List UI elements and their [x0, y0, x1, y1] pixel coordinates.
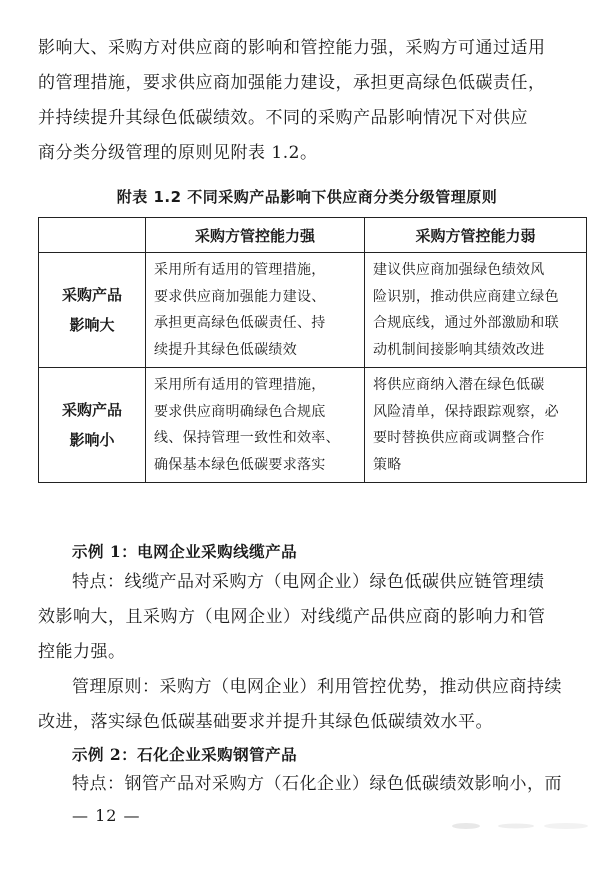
example-1-features-line: 控能力强。 — [38, 642, 126, 662]
table-header-weak: 采购方管控能力弱 — [365, 218, 587, 253]
row-label: 采购产品 影响小 — [39, 368, 146, 483]
example-1-principle-line: 改进，落实绿色低碳基础要求并提升其绿色低碳绩效水平。 — [38, 712, 493, 732]
table-row — [39, 368, 587, 483]
table-caption: 附表 1.2 不同采购产品影响下供应商分类分级管理原则 — [116, 188, 498, 206]
example-2-body — [38, 767, 586, 802]
table-cell-strong: 采用所有适用的管理措施， 要求供应商加强能力建设、 承担更高绿色低碳责任、持 续提升其绿色低碳绩效 — [146, 253, 365, 368]
table-row — [39, 253, 587, 368]
intro-paragraph — [38, 31, 586, 171]
example-1-principle-line: 管理原则：采购方（电网企业）利用管控优势，推动供应商持续 — [72, 677, 562, 697]
example-1-features-line: 效影响大，且采购方（电网企业）对线缆产品供应商的影响力和管 — [38, 607, 546, 627]
page-number: — 12 — — [72, 806, 141, 825]
classification-table — [38, 217, 587, 483]
intro-line: 的管理措施，要求供应商加强能力建设，承担更高绿色低碳责任， — [38, 73, 546, 93]
row-label: 采购产品 影响大 — [39, 253, 146, 368]
intro-line: 并持续提升其绿色低碳绩效。不同的采购产品影响情况下对供应 — [38, 108, 528, 128]
example-1-features-line: 特点：线缆产品对采购方（电网企业）绿色低碳供应链管理绩 — [72, 572, 545, 592]
example-2-features-line: 特点：钢管产品对采购方（石化企业）绿色低碳绩效影响小，而 — [72, 774, 562, 794]
table-header-strong: 采购方管控能力强 — [146, 218, 365, 253]
table-header-empty — [39, 218, 146, 253]
intro-line: 影响大、采购方对供应商的影响和管控能力强，采购方可通过适用 — [38, 38, 546, 58]
table-header-row — [39, 218, 587, 253]
intro-line: 商分类分级管理的原则见附表 1.2。 — [38, 143, 318, 163]
table-cell-weak: 建议供应商加强绿色绩效风 险识别，推动供应商建立绿色 合规底线，通过外部激励和联 动机制间接影响其绩效改进 — [365, 253, 587, 368]
example-2-title: 示例 2：石化企业采购钢管产品 — [72, 745, 298, 764]
table-cell-strong: 采用所有适用的管理措施， 要求供应商明确绿色合规底 线、保持管理一致性和效率、 确保基本绿色低碳要求落实 — [146, 368, 365, 483]
example-1-title: 示例 1：电网企业采购线缆产品 — [72, 542, 298, 561]
example-1-body — [38, 565, 586, 740]
scan-smudge-decoration — [446, 818, 596, 834]
table-cell-weak: 将供应商纳入潜在绿色低碳 风险清单，保持跟踪观察，必 要时替换供应商或调整合作 策略 — [365, 368, 587, 483]
